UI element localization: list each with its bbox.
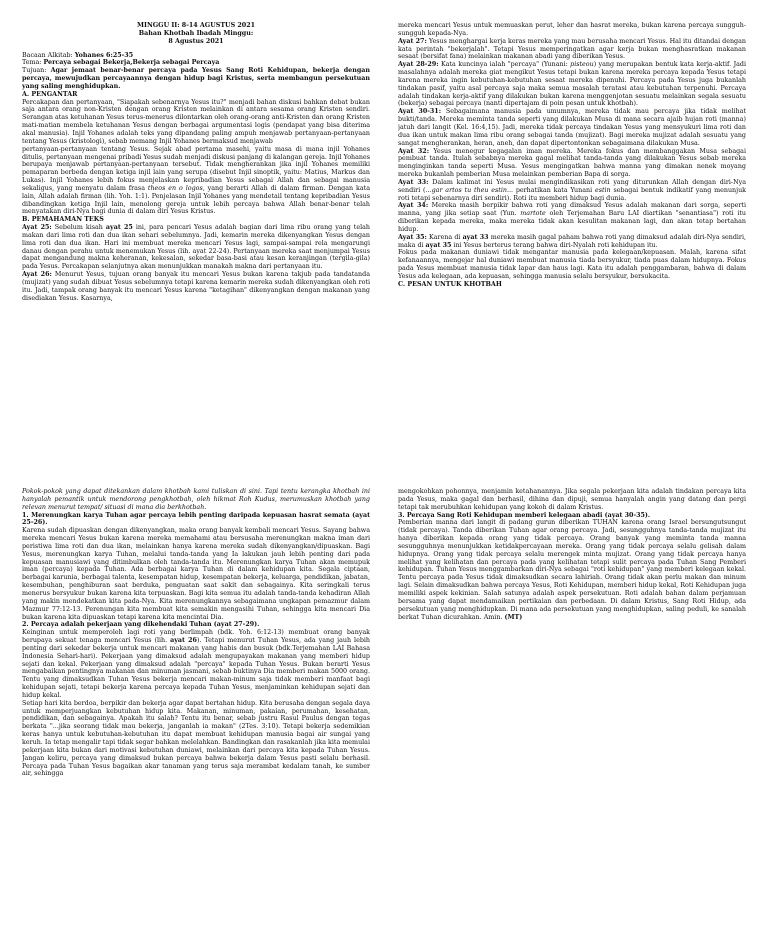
point-2-text [22,629,370,700]
text-run: oleh Terjemahan Baru LAI diartikan "senantiasa") roti itu diberikan kepada mereka, maka mereka tidak akan kesulitan makanan lagi, dan akan tetap bertahan hidup. [398,210,746,233]
bacaan-value: Yohanes 6:25-35 [74,51,134,59]
text-run: perhatikan kata Yunani [513,186,595,194]
text-run: ini, para pencari Yesus adalah bagian dari lima ribu orang yang telah makan dari lima roti dan dua ikan sehari sebelumnya. Jadi, kemarin mereka dikenyangkan Yesus dengan lima roti dan dua ikan. Hari ini membuat mereka mencari Yesus lagi, sampai-sampai rela mengarungi danau dengan perahu untuk menemukan Yesus (lih. ayat 22-24). Pertanyaan mereka saat menjumpai Yesus dapat mengandung makna keheranan, kekesalan, sekedar basa-basi atau kesan keranjingan (tergila-gila) pada Yesus. Percakapan selanjutnya akan menunjukkan manakah makna dari pertanyaan itu. [22,224,370,271]
text-run: pertanyaan-pertanyaan tentang Yesus. Sejak abad pertama masehi, yaitu masa di mana injil Yohanes ditulis, pertanyaan mengenai pribadi Yesus sudah menjadi diskusi panjang di kalangan gereja. Injil Yohanes berupaya menjawab pertanyaan-pertanyaan tersebut. Tidak mengherankan jika injil Yohanes memiliki pemaparan berbeda dengan ketiga injil lain yang serupa (disebut Injil sinoptik, yaitu: Matius, Markus dan Lukas). Injil Yohanes lebih fokus menjelaskan kepribadian Yesus sebagai Allah dan sebagai manusia sekaligus, yang menyatu dalam frasa [22,145,370,192]
tema-value: Percaya sebagai Bekerja,Bekerja sebagai Percaya [43,59,220,67]
header-date: 8 Agustus 2021 [168,37,224,45]
greek-term: ...gar artos tu theu estin... [425,186,514,194]
section-c-heading: C. PESAN UNTUK KHOTBAH [398,280,502,288]
section-b-heading: B. PEMAHAMAN TEKS [22,216,104,224]
text-run: yang berarti Allah di dalam firman. Dengan kata lain, Allah adalah firman (lih. Yoh. 1:1). Penjelasan Injil Yohanes yang mendetail tentang kepribadian Yesus dibandingkan ketiga Injil lain, menolong gereja untuk lebih percaya bahwa Allah benar-benar telah menyatakan diri-Nya bagi dunia di dalam diri Yesus Kristus. [22,184,370,216]
tujuan-line [22,67,370,91]
verse-32 [398,148,746,179]
greek-term: pisteou [570,61,594,69]
section-b-closing: Fokus pada makanan duniawi tidak mengantar manusia pada kelegaan/kepuasan. Malah, karena sifat kefanaannya, mengejar hal duniawi membuat manusia tiada bersyukur, tiada puas dalam hidupnya. Fokus pada Yesus membuat manusia tidak lapar dan haus lagi. Kata itu adalah penggambaran, bahwa di dalam Yesus ada kelegaan, ada kepuasan, sehingga manusia selalu bersyukur, bersukacita. [398,249,746,280]
bacaan-label: Bacaan Alkitab: [22,51,75,59]
header-subtitle: Bahan Khotbah Ibadah Minggu: [138,29,254,37]
verse-label: Ayat 30-31: [398,108,442,116]
section-a-paragraph-1: Percakapan dan pertanyaan, "Siapakah sebenarnya Yesus itu?" menjadi bahan diskusi bahkan debat bukan saja antara orang non-Kristen dengan orang Kristen melainkan di antara sesama orang Kristen sendiri. Serangan atas ketuhanan Yesus terus-menerus dilontarkan oleh orang-orang anti-Kristen dan orang Kristen mati-matian membela ketuhanan Yesus dengan berbagai argumentasi logis (pendapat yang bisa diterima akal manusia). Injil Yohanes adalah teks yang dipandang paling ampuh menjawab pertanyaan-pertanyaan tentang Yesus (kristologi), sebab memang Injil Yohanes bermaksud menjawab [22,98,370,145]
text-run: ). Tetapi menurut Tuhan Yesus, ada yang jauh lebih penting dari sekedar bekerja untuk mencari makanan yang habis dan busuk (bdk.Terjemahan LAI Bahasa Indonesia Sehari-hari). Pekerjaan yang dimaksud adalah mengupayakan makanan yang memberi hidup sejati dan kekal. Pekerjaan yang dimaksud adalah "percaya" kepada Tuhan Yesus. Bukan berarti Yesus mengabaikan pentingnya makanan dan minuman jasmani, sebab buktinya Dia memberi makan 5000 orang. Tentu yang dimaksudkan Tuhan Yesus bekerja mencari makan-minum saja tidak memberi manfaat bagi kehidupan sejati, tetapi bekerja karena percaya kepada Tuhan Yesus, menjaminkan kehidupan sejati dan hidup kekal. [22,637,370,699]
point-2-continued: mengokohkan pohonnya, menjamin ketahanannya. Jika segala pekerjaan kita adalah tindakan percaya kita pada Yesus, maka gagal dan berhasil, dihina dan dipuji, semua hanyalah angin yang datang dan pergi tetapi tak merubuhkan kehidupan yang kokoh di dalam Kristus. [398,488,746,511]
text-run: Yesus menegur kegagalan iman mereka. Mereka fokus dan membanggakan Musa sebagai pembuat tanda. Itulah sebabnya mereka gagal melihat tanda-tanda yang dilakukan Yesus sebab mereka menginginkan tanda seperti Musa. Yesus mengingatkan bahwa manna yang dimakan nenek moyang mereka bukanlah pemberian Musa melainkan pemberian Bapa di sorga. [398,147,746,179]
point-3-heading: 3. Percaya Sang Roti Kehidupan memberi kelegaan abadi (ayat 30-35). [398,511,651,519]
section-a-heading: A. PENGANTAR [22,90,78,98]
greek-term: martote [520,210,546,218]
text-run: Sebagaimana manusia pada umumnya, mereka tidak mau percaya jika tidak melihat bukti/tanda. Mereka meminta tanda seperti yang dilakukan Musa di mana secara ajaib hujan roti (manna) jatuh dari langit (Kel. 16:4,15). Jadi, mereka tidak percaya tindakan Yesus yang mensyukuri lima roti dan dua ikan untuk makan lima ribu orang sebagai tanda (mujizat). Bagi mereka mujizat adalah sesuatu yang sangat mengherankan, heran, aneh, dan dapat dipertontonkan sebagaimana dilakukan Musa. [398,108,746,147]
verse-27 [398,38,746,62]
text-run: ini Yesus berterus terang bahwa diri-Nyalah roti kehidupan itu. [451,241,658,249]
author-initials: (MT) [504,613,523,621]
column-bottom-right [398,488,746,928]
point-1-text: Karena sudah dipuaskan dengan dikenyangkan, maka orang banyak kembali mencari Yesus. Sayang bahwa mereka mencari Yesus bukan karena mereka memahami atau bersusaha merenungkan makna iman dari peristiwa lima roti dan dua ikan, melainkan hanya karena mereka sudah dikenyangkan/dipuaskan. Bagi Yesus, merenungkan karya Tuhan, melalui tanda-tanda yang Ia lakukan jauh lebih penting dari pada kepuasan manusiawi yang ditimbulkan oleh tanda-tanda itu. Merenungkan karya Tuhan akan memupuk iman (percaya) kepada Tuhan. Ada berbagai karya Tuhan di dalam kehidupan kita. Segala ciptaan, berbagai karunia, berbagai talenta, kesempatan hidup, kesempatan bekerja, keluarga, pendidikan, jabatan, kesembuhan, penghiburan saat berduka, penguatan saat sakit dan sebagainya. Kita seringkali terus menerus bersyukur bukan karena kita terpuaskan. Bagi kita semua itu adalah tanda-tanda kehadiran Allah yang makin mendekatkan kita pada-Nya. Kita merenungkannya sebagaimana ungkapan pemazmur dalam Mazmur 77:12-13. Perenungan kita membuat kita semakin mengasihi Tuhan, sehingga kita mencari Dia bukan karena kita dipuaskan tetapi karena kita mencintai Dia. [22,527,370,621]
verse-35 [398,234,746,250]
page-top-half [0,22,768,462]
header-week: MINGGU II: 8-14 AGUSTUS 2021 [136,22,256,29]
text-run: Keinginan untuk memperoleh lagi roti yang berlimpah (bdk. Yoh. 6:12-13) membuat orang banyak berupaya sekuat tenaga mencari Yesus (lih. [22,629,370,645]
greek-term: estin [594,186,611,194]
text-run: Yesus menghargai kerja keras mereka yang mau berusaha mencari Yesus. Hal itu ditandai dengan kata perintah "bekerjalah". Tetapi Yesus memperingatkan agar kerja bukan menghasratkan makanan sesaat (bersifat fana) melainkan makanan abadi yang diberikan Yesus. [398,37,746,61]
verse-ref: ayat 25 [105,224,133,232]
verse-label: Ayat 26: [22,271,52,279]
text-run: Dalam kalimat ini Yesus mulai mengindikasikan roti yang diturunkan Allah dengan diri-Nya sendiri ( [398,178,746,194]
text-run: mereka masih gagal paham bahwa roti yang dimaksud adalah diri-Nya sendiri, maka di [398,233,746,249]
text-run: Mereka masih berpikir bahwa roti yang dimaksud Yesus adalah makanan dari sorga, seperti manna, yang jika setiap saat (Yun. [398,202,746,218]
verse-ref: ayat 26 [170,637,197,645]
column-top-right [398,22,746,462]
verse-26-continued: mereka mencari Yesus untuk memuaskan perut, leher dan hasrat mereka, bukan karena percaya sungguh-sungguh kepada-Nya. [398,22,746,37]
tujuan-label: Tujuan: [22,67,51,75]
text-run: Kata kuncinya ialah "percaya" (Yunani: [438,61,571,69]
section-a-paragraph-2 [22,146,370,217]
verse-34 [398,202,746,233]
verse-ref: ayat 33 [462,233,489,241]
verse-33 [398,179,746,203]
page-bottom-half [0,488,768,928]
verse-label: Ayat 34: [398,202,429,210]
text-run: Menurut Yesus, tujuan orang banyak itu mencari Yesus bukan karena takjub pada tandatanda (mujizat) yang sudah dibuat Yesus sebelumnya tetapi karena kemarin mereka sudah dikenyangkan oleh roti itu. Jadi, tampak orang banyak itu mencari Yesus karena "ketagihan" dikenyangkan dengan makanan yang disediakan Yesus. Kasarnya, [22,271,370,302]
verse-28-29 [398,61,746,108]
text-run: ) yang merupakan bentuk kata kerja-aktif. Jadi masalahnya adalah mereka giat mengikut Yesus tetapi bukan karena mereka percaya kepada Yesus tetapi karena mereka ingin kebutuhan-kebutuhan sesaat mereka dipenuhi. Percaya pada Yesus juga bukanlah tindakan pasif, yaitu asal percaya saja maka semua masalah teratasi atau kebutuhan terpenuhi. Percaya adalah tindakan kerja-aktif yang dilakukan bukan karena menggenjotan sesuatu melainkan segala sesuatu (bekerja) sebagai percaya (nanti dipertajam di poin pesan untuk khotbah). [398,61,746,108]
section-c-note: Pokok-pokok yang dapat ditekankan dalam khotbah kami tuliskan di sini. Tapi tentu kerangka khotbah ini hanyalah pemantik untuk mendorong pengkhotbah, oleh hikmat Roh Kudus, merumuskan khotbah yang relevan menurut tempat/ situasi di mana dia berkhotbah. [22,488,370,511]
point-3-text [398,519,746,621]
column-bottom-left [22,488,370,928]
tema-label: Tema: [22,59,44,67]
greek-term: theos en o logos, [147,184,205,192]
point-2-heading: 2. Percaya adalah pekerjaan yang dikehendaki Tuhan (ayat 27-29). [22,621,260,629]
verse-label: Ayat 32: [398,147,430,155]
point-2-text-2: Setiap hari kita berdoa, berpikir dan bekerja agar dapat bertahan hidup. Kita berusaha dengan segala daya untuk memperjuangkan kebutuhan hidup kita. Makanan, minuman, pakaian, perumahan, kesehatan, pendidikan, dan sebagainya. Apakah itu salah? Tentu itu benar, sebab justru Rasul Paulus dengan tegas berkata "...jika seorang tidak mau bekerja, janganlah ia makan" (2Tes. 3:10). Tetapi bekerja sedemikian keras hanya untuk kebutuhan-kebutuhan itu dapat membuat kehidupan manusia bagai air sungai yang keruh. Ia tetap mengalir tapi tidak segar bahkan melelahkan. Bandingkan dan rasakanlah jika kita memulai pekerjaan kita bukan dari motivasi kebutuhan duniawi, melainkan dari percaya kita kepada Tuhan Yesus. Jangan keliru, percaya yang dimaksud bukan percaya bahwa bekerja dalam Yesus pasti selalu berhasil. Percaya pada Tuhan Yesus bagaikan akar tanaman yang terus saja merambat kedalam tanah, ke sumber air, sehingga [22,699,370,778]
verse-label: Ayat 25: [22,224,52,232]
text-run: Karena di [426,233,463,241]
verse-label: Ayat 28-29: [398,61,439,69]
verse-label: Ayat 35: [398,233,427,241]
verse-label: Ayat 27: [398,37,427,45]
point-1-heading: 1. Merenungkan karya Tuhan agar percaya lebih penting daripada kepuasan hasrat semata (ayat 25-26). [22,511,370,527]
verse-ref: ayat 35 [425,241,452,249]
text-run: Sebelum kisah [51,224,106,232]
verse-30-31 [398,108,746,147]
verse-26 [22,271,370,302]
text-run: sebagai bentuk indikatif yang menunjuk roti tetapi sebenarnya diri sendiri). Roti itu memberi hidup bagi dunia. [398,186,746,202]
column-top-left [22,22,370,462]
verse-25 [22,224,370,271]
tujuan-value: Agar jemaat benar-benar percaya pada Yesus Sang Roti Kehidupan, bekerja dengan percaya, mewujudkan percayaannya dengan hidup bagi Kristus, serta membangun persekutuan yang saling menghidupkan. [22,67,370,90]
verse-label: Ayat 33: [398,178,429,186]
text-run: Pemberian manna dari langit di padang gurun diberikan TUHAN karena orang Israel bersungutsungut (tidak percaya). Tanda diberikan Tuhan agar orang percaya. Jadi, sesungguhnya tanda-tanda mujizat itu hanya diberikan kepada orang yang tidak percaya. Orang banyak yang meminta tanda manna sesungguhnya menunjukkan ketidakpercayaan mereka. Orang yang tidak percaya selalu gelisah dalam hidupnya. Orang yang tidak percaya selalu merengek minta mujizat. Orang yang tidak percaya hanya melihat yang kelihatan dan percaya pada yang kelihatan tetapi sulit percaya pada Tuhan Sang Pemberi kehidupan. Tuhan Yesus menggambarkan diri-Nya sebagai "roti kehidupan" yang memberi kelegaan kekal. Tentu percaya pada Yesus tidak dimaksudkan secara lahiriah. Orang tidak akan perlu makan dan minum lagi. Selain dimaksudkan bahwa percaya Yesus, Roti Kehidupan, memberi hidup kekal, Roti Kehidupan juga memiliki aspek kekinian. Salah satunya adalah aspek persekutuan. Roti adalah bahan dalam perjamuan bersama yang dapat mendamaikan pertikaian dan perbedaan. Di dalam Kristus, Sang Roti Hidup, ada persekutuan yang menghidupkan. Di mana ada persekutuan yang menghidupkan, saling peduli, ke sanalah berkat Tuhan dicurahkan. Amin. [398,519,746,621]
